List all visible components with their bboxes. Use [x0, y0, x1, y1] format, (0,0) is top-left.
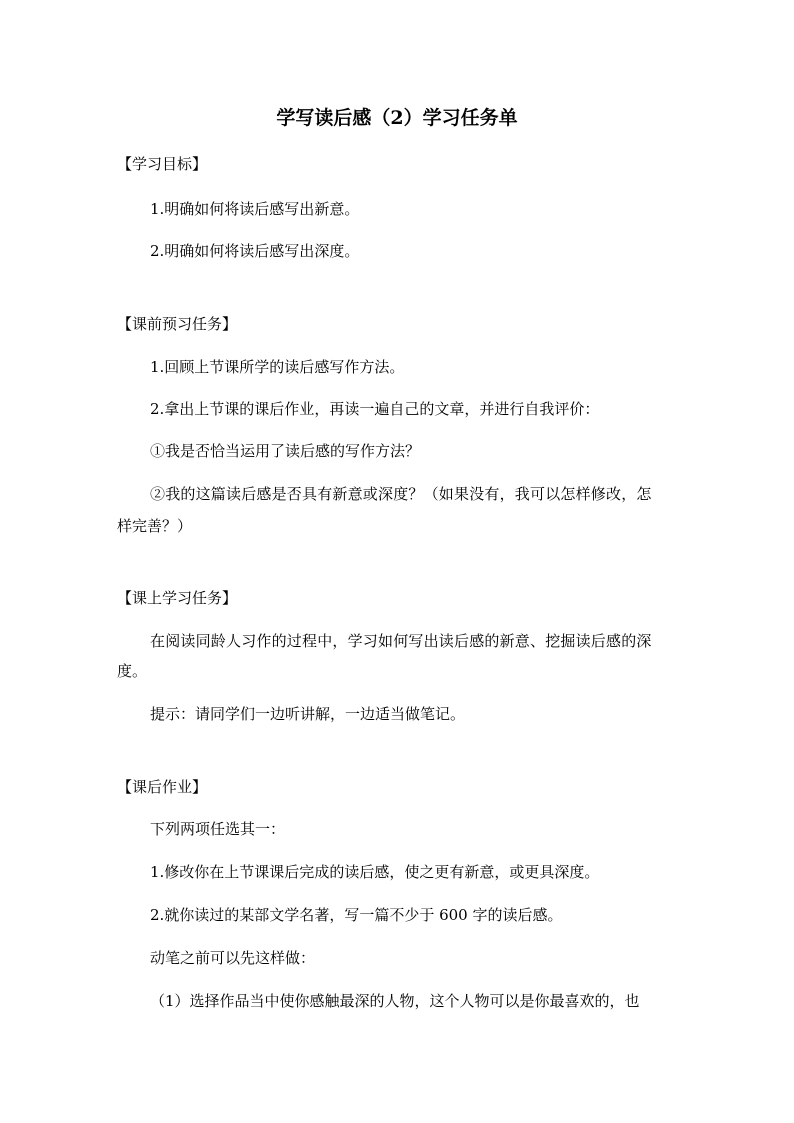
- section-heading-classwork: 【课上学习任务】: [117, 589, 238, 607]
- goal-item-1: 1.明确如何将读后感写出新意。: [150, 200, 360, 218]
- section-heading-preview: 【课前预习任务】: [117, 315, 238, 333]
- section-heading-goals: 【学习目标】: [117, 155, 208, 173]
- homework-item-2: 2.就你读过的某部文学名著，写一篇不少于 600 字的读后感。: [150, 906, 563, 924]
- classwork-tip: 提示：请同学们一边听讲解，一边适当做笔记。: [150, 705, 466, 723]
- preview-item-2: 2.拿出上节课的课后作业，再读一遍自己的文章，并进行自我评价：: [150, 400, 600, 418]
- section-heading-homework: 【课后作业】: [117, 778, 208, 796]
- homework-step-1: （1）选择作品当中使你感触最深的人物，这个人物可以是你最喜欢的，也: [150, 992, 640, 1010]
- preview-item-1: 1.回顾上节课所学的读后感写作方法。: [150, 358, 405, 376]
- classwork-item-1-continued: 度。: [117, 662, 148, 680]
- goal-item-2: 2.明确如何将读后感写出深度。: [150, 242, 360, 260]
- homework-intro: 下列两项任选其一：: [150, 820, 286, 838]
- homework-prep: 动笔之前可以先这样做：: [150, 949, 316, 967]
- preview-item-3: ①我是否恰当运用了读后感的写作方法？: [150, 442, 421, 460]
- classwork-item-1: 在阅读同龄人习作的过程中，学习如何写出读后感的新意、挖掘读后感的深: [150, 632, 652, 650]
- homework-item-1: 1.修改你在上节课课后完成的读后感，使之更有新意，或更具深度。: [150, 863, 600, 881]
- preview-item-4-continued: 样完善？）: [117, 517, 193, 535]
- preview-item-4: ②我的这篇读后感是否具有新意或深度？（如果没有，我可以怎样修改，怎: [150, 485, 652, 503]
- page-title: 学写读后感（2）学习任务单: [276, 107, 518, 129]
